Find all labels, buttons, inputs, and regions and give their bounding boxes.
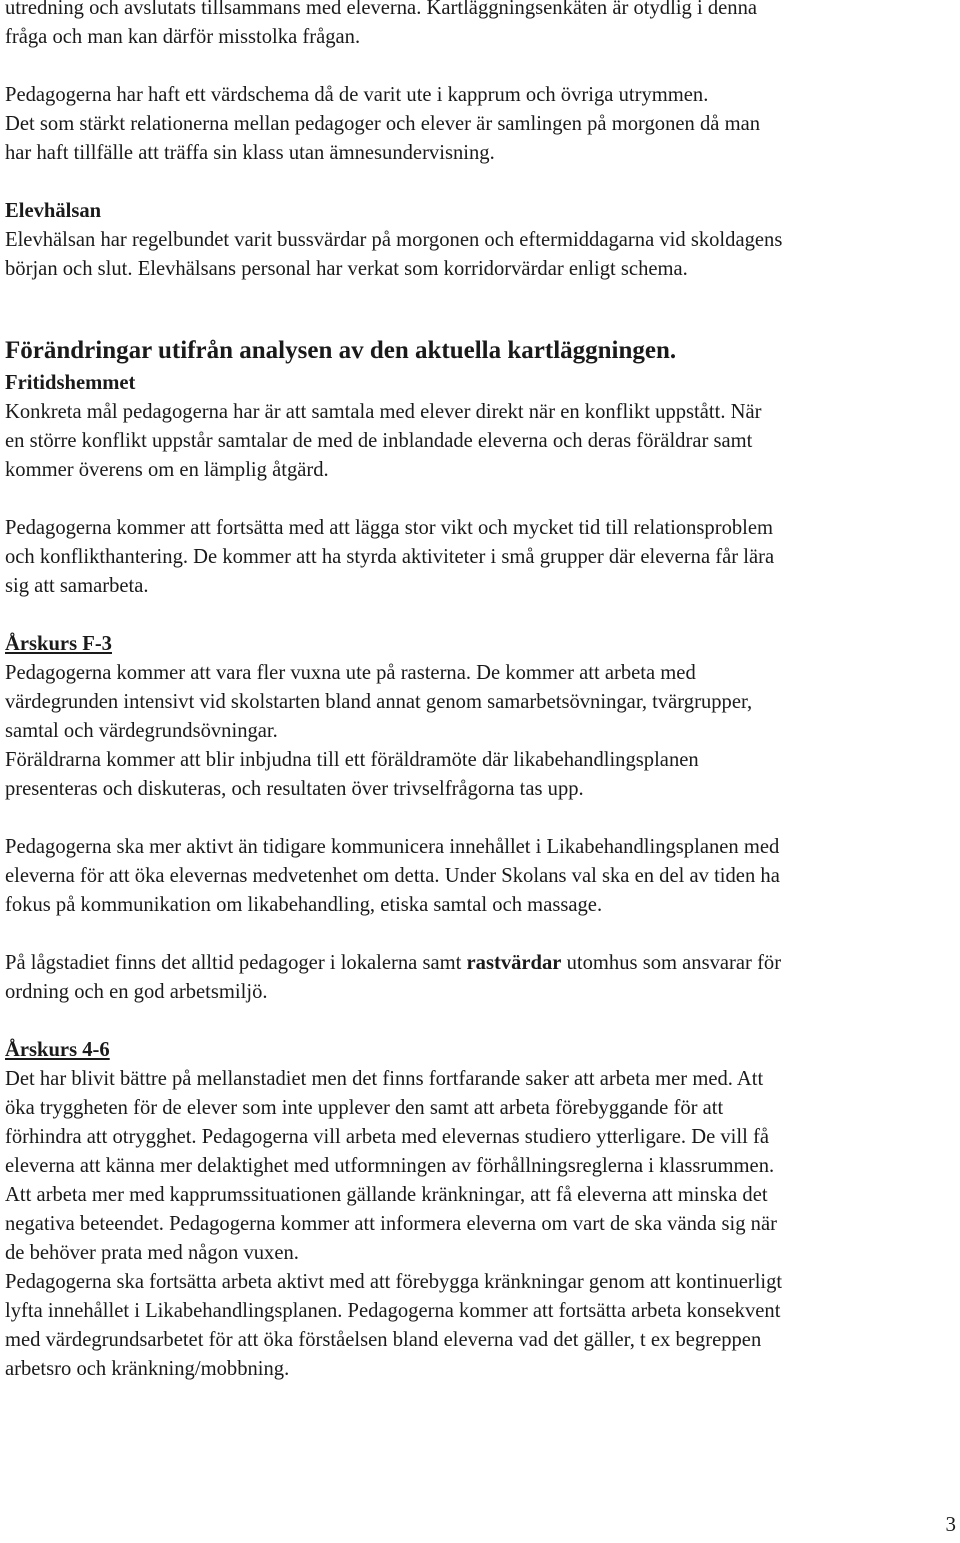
section-gap (5, 313, 960, 333)
f3-p1-line-1: Pedagogerna kommer att vara fler vuxna ute på rasterna. De kommer att arbeta med (5, 662, 696, 684)
elevhalsan-line-2: början och slut. Elevhälsans personal har verkat som korridorvärdar enligt schema. (5, 258, 688, 280)
g46-line-1: Det har blivit bättre på mellanstadiet men det finns fortfarande saker att arbeta mer med. Att (5, 1068, 764, 1090)
elevhalsan-line-1: Elevhälsan har regelbundet varit bussvärdar på morgonen och eftermiddagarna vid skoldagens (5, 229, 783, 251)
f3-p1-line-5: presenteras och diskuteras, och resultaten över trivselfrågorna tas upp. (5, 778, 584, 800)
fritidshemmet-p1-line-3: kommer överens om en lämplig åtgärd. (5, 459, 329, 481)
f3-p3-line-1 (5, 949, 960, 978)
g46-line-2: öka tryggheten för de elever som inte upplever den samt att arbeta förebyggande för att (5, 1097, 724, 1119)
f3-p3-text-before: På lågstadiet finns det alltid pedagoger i lokalerna samt (5, 952, 467, 974)
f3-p1-line-3: samtal och värdegrundsövningar. (5, 720, 278, 742)
fritidshemmet-p2-line-1: Pedagogerna kommer att fortsätta med att lägga stor vikt och mycket tid till relationsproblem (5, 517, 774, 539)
f3-heading: Årskurs F-3 (5, 633, 112, 655)
paragraph-gap (5, 168, 960, 197)
elevhalsan-heading: Elevhälsan (5, 200, 102, 222)
f3-p3-line-2: ordning och en god arbetsmiljö. (5, 981, 268, 1003)
paragraph-gap (5, 284, 960, 313)
paragraph-gap (5, 920, 960, 949)
changes-section-title: Förändringar utifrån analysen av den aktuella kartläggningen. (5, 337, 677, 364)
paragraph-gap (5, 485, 960, 514)
schedule-line-3: har haft tillfälle att träffa sin klass utan ämnesundervisning. (5, 142, 495, 164)
fritidshemmet-p2-line-2: och konflikthantering. De kommer att ha styrda aktiviteter i små grupper där eleverna får lära (5, 546, 775, 568)
rastvardar-term: rastvärdar (466, 952, 562, 974)
fritidshemmet-p1-line-1: Konkreta mål pedagogerna har är att samtala med elever direkt när en konflikt uppstått. När (5, 401, 762, 423)
g46-line-9: lyfta innehållet i Likabehandlingsplanen. Pedagogerna kommer att fortsätta arbeta konsekvent (5, 1300, 781, 1322)
f3-p2-line-3: fokus på kommunikation om likabehandling, etiska samtal och massage. (5, 894, 603, 916)
g46-line-3: förhindra att otrygghet. Pedagogerna vill arbeta med elevernas studiero ytterligare. De vill få (5, 1126, 769, 1148)
f3-p2-line-1: Pedagogerna ska mer aktivt än tidigare kommunicera innehållet i Likabehandlingsplanen med (5, 836, 780, 858)
g46-line-6: negativa beteendet. Pedagogerna kommer att informera eleverna om vart de ska vända sig när (5, 1213, 777, 1235)
fritidshemmet-heading: Fritidshemmet (5, 372, 136, 394)
fritidshemmet-p1-line-2: en större konflikt uppstår samtalar de med de inblandade eleverna och deras föräldrar samt (5, 430, 753, 452)
g46-line-8: Pedagogerna ska fortsätta arbeta aktivt med att förebygga kränkningar genom att kontinuerligt (5, 1271, 783, 1293)
fritidshemmet-p2-line-3: sig att samarbeta. (5, 575, 149, 597)
page-number: 3 (945, 1512, 956, 1536)
g46-line-5: Att arbeta mer med kapprumssituationen gällande kränkningar, att få eleverna att minska det (5, 1184, 768, 1206)
f3-p3-text-after: utomhus som ansvarar för (561, 952, 782, 974)
paragraph-gap (5, 601, 960, 630)
g46-line-11: arbetsro och kränkning/mobbning. (5, 1358, 290, 1380)
g46-line-10: med värdegrundsarbetet för att öka förståelsen bland eleverna vad det gäller, t ex begreppen (5, 1329, 762, 1351)
intro-line-2: fråga och man kan därför misstolka frågan. (5, 26, 361, 48)
schedule-line-2: Det som stärkt relationerna mellan pedagoger och elever är samlingen på morgonen då man (5, 113, 761, 135)
g46-heading: Årskurs 4-6 (5, 1039, 110, 1061)
paragraph-gap (5, 52, 960, 81)
f3-p2-line-2: eleverna för att öka elevernas medvetenhet om detta. Under Skolans val ska en del av tiden ha (5, 865, 780, 887)
paragraph-gap (5, 1007, 960, 1036)
document-page (5, 0, 960, 1384)
schedule-line-1: Pedagogerna har haft ett värdschema då de varit ute i kapprum och övriga utrymmen. (5, 84, 709, 106)
paragraph-gap (5, 804, 960, 833)
f3-p1-line-4: Föräldrarna kommer att blir inbjudna till ett föräldramöte där likabehandlingsplanen (5, 749, 699, 771)
intro-line-1: utredning och avslutats tillsammans med eleverna. Kartläggningsenkäten är otydlig i denna (5, 0, 758, 19)
f3-p1-line-2: värdegrunden intensivt vid skolstarten bland annat genom samarbetsövningar, tvärgrupper, (5, 691, 753, 713)
g46-line-7: de behöver prata med någon vuxen. (5, 1242, 299, 1264)
g46-line-4: eleverna att känna mer delaktighet med utformningen av förhållningsreglerna i klassrummen. (5, 1155, 775, 1177)
